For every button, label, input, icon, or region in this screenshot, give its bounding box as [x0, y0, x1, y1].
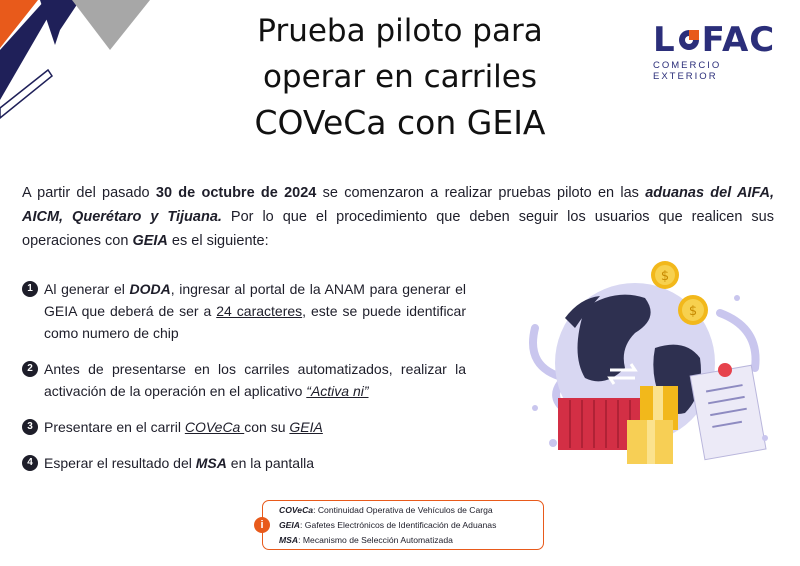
title-geia: GEIA	[466, 103, 546, 142]
svg-text:$: $	[688, 304, 698, 319]
lofac-logo	[653, 22, 783, 82]
step-text: Antes de presentarse en los carriles automatizados, realizar la activación de la operación en el aplicativo	[44, 361, 466, 399]
info-icon: i	[254, 517, 270, 533]
step-underline: COVeCa	[184, 419, 245, 435]
intro-text: Por lo que el procedimiento que deben seguir los usuarios que realicen sus operaciones con	[22, 209, 774, 249]
intro-text: se comenzaron a realizar pruebas piloto en las	[316, 185, 646, 201]
intro-text: es el siguiente:	[167, 233, 269, 249]
corner-decoration	[0, 0, 150, 120]
logo-subtitle: COMERCIO EXTERIOR	[653, 60, 722, 82]
step-text: en la pantalla	[226, 455, 315, 471]
step-text: , este se puede identificar como numero de chip	[44, 303, 467, 341]
intro-paragraph	[22, 181, 774, 253]
glossary-item	[279, 518, 543, 533]
glossary-box	[262, 500, 544, 550]
glossary-definition: : Gafetes Electrónicos de Identificación de Aduanas	[300, 520, 497, 530]
intro-customs: aduanas del AIFA, AICM, Querétaro y Tijuana.	[22, 185, 775, 225]
glossary-definition: : Continuidad Operativa de Vehículos de Carga	[313, 505, 493, 515]
intro-text: A partir del pasado	[22, 185, 156, 201]
glossary-term: GEIA	[279, 520, 301, 530]
step-bold: DODA	[129, 281, 171, 297]
step-text: Esperar el resultado del	[44, 455, 196, 471]
intro-date: 30 de octubre de 2024	[155, 185, 317, 201]
step-text: con su	[244, 419, 290, 435]
step-text: Presentare en el carril	[44, 419, 185, 435]
step-number-icon: 3	[22, 419, 38, 435]
step-underline: 24 caracteres	[216, 303, 303, 319]
intro-geia: GEIA	[132, 233, 168, 249]
glossary-item	[279, 533, 543, 548]
step-4	[22, 452, 466, 474]
step-3	[22, 416, 466, 438]
title-coveca: COVeCa	[254, 103, 387, 142]
glossary-term: COVeCa	[279, 505, 314, 515]
glossary-definition: : Mecanismo de Selección Automatizada	[298, 535, 453, 545]
step-number-icon: 1	[22, 281, 38, 297]
steps-list	[22, 278, 466, 488]
logo-letters-fac: FAC	[701, 20, 776, 60]
step-2	[22, 358, 466, 402]
step-1	[22, 278, 466, 344]
step-underline: GEIA	[289, 419, 323, 435]
title-con: con	[386, 103, 467, 142]
global-trade-illustration	[525, 258, 775, 478]
page-title	[200, 8, 600, 146]
title-line-2: operar en carriles	[262, 59, 538, 95]
step-underline: “Activa ni”	[306, 383, 369, 399]
step-number-icon: 4	[22, 455, 38, 471]
title-line-3	[200, 100, 600, 146]
step-text: , ingresar al portal de la ANAM para generar el GEIA que deberá de ser a	[44, 281, 466, 319]
svg-text:$: $	[660, 269, 670, 284]
step-text: Al generar el	[44, 281, 130, 297]
step-number-icon: 2	[22, 361, 38, 377]
logo-o-mark	[677, 28, 701, 52]
glossary-term: MSA	[279, 535, 299, 545]
logo-letter-l: L	[653, 20, 676, 60]
step-bold: MSA	[195, 455, 227, 471]
title-line-1: Prueba piloto para	[257, 13, 543, 49]
glossary-item	[279, 503, 543, 518]
